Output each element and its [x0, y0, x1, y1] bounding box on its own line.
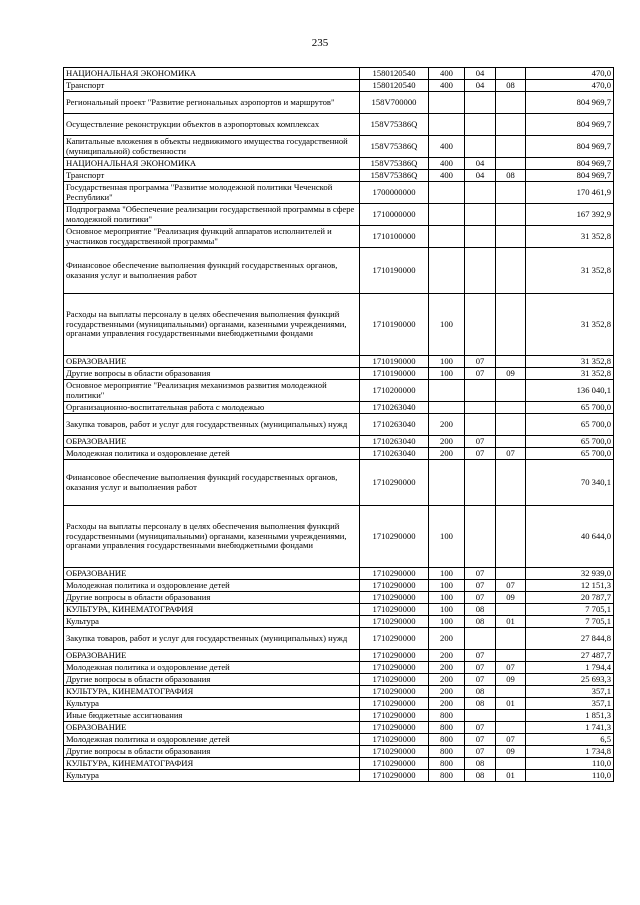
row-vr: 100	[429, 604, 465, 616]
row-code: 1580120540	[360, 80, 429, 92]
row-code: 1710263040	[360, 414, 429, 436]
table-row	[64, 734, 614, 746]
row-code: 1710190000	[360, 294, 429, 356]
table-row	[64, 770, 614, 782]
row-rz	[465, 506, 496, 568]
row-name: ОБРАЗОВАНИЕ	[64, 568, 360, 580]
row-code: 1710190000	[360, 356, 429, 368]
row-name: Организационно-воспитательная работа с молодежью	[64, 402, 360, 414]
row-rz: 07	[465, 356, 496, 368]
table-row	[64, 698, 614, 710]
row-pr: 08	[496, 170, 526, 182]
row-vr: 200	[429, 628, 465, 650]
row-vr	[429, 460, 465, 506]
row-vr: 200	[429, 436, 465, 448]
row-code: 158V700000	[360, 92, 429, 114]
row-pr: 08	[496, 80, 526, 92]
row-code: 158V75386Q	[360, 170, 429, 182]
row-pr: 01	[496, 616, 526, 628]
table-row	[64, 182, 614, 204]
row-name: Подпрограмма "Обеспечение реализации государственной программы в сфере молодежной политики"	[64, 204, 360, 226]
row-code: 1710290000	[360, 746, 429, 758]
row-rz: 07	[465, 650, 496, 662]
row-sum: 804 969,7	[526, 136, 614, 158]
row-rz: 08	[465, 686, 496, 698]
row-rz: 08	[465, 604, 496, 616]
row-pr	[496, 92, 526, 114]
row-vr: 800	[429, 770, 465, 782]
row-vr	[429, 402, 465, 414]
row-code: 1700000000	[360, 182, 429, 204]
row-vr: 800	[429, 746, 465, 758]
row-pr	[496, 722, 526, 734]
row-code: 1710290000	[360, 734, 429, 746]
row-vr: 100	[429, 616, 465, 628]
row-pr	[496, 506, 526, 568]
table-row	[64, 226, 614, 248]
row-rz	[465, 92, 496, 114]
table-row	[64, 380, 614, 402]
row-rz	[465, 204, 496, 226]
row-sum: 31 352,8	[526, 368, 614, 380]
row-vr	[429, 182, 465, 204]
row-name: Культура	[64, 616, 360, 628]
row-pr	[496, 650, 526, 662]
row-sum: 470,0	[526, 68, 614, 80]
row-sum: 357,1	[526, 698, 614, 710]
row-rz: 07	[465, 568, 496, 580]
row-pr	[496, 248, 526, 294]
row-code: 1710100000	[360, 226, 429, 248]
row-vr: 200	[429, 686, 465, 698]
row-sum: 170 461,9	[526, 182, 614, 204]
row-rz: 04	[465, 170, 496, 182]
row-vr: 100	[429, 592, 465, 604]
table-row	[64, 92, 614, 114]
row-name: ОБРАЗОВАНИЕ	[64, 650, 360, 662]
row-sum: 32 939,0	[526, 568, 614, 580]
row-sum: 1 794,4	[526, 662, 614, 674]
row-name: Региональный проект "Развитие региональных аэропортов и маршрутов"	[64, 92, 360, 114]
row-vr: 100	[429, 506, 465, 568]
row-rz	[465, 182, 496, 204]
row-sum: 804 969,7	[526, 92, 614, 114]
table-row	[64, 604, 614, 616]
row-pr	[496, 182, 526, 204]
row-code: 1710290000	[360, 686, 429, 698]
table-row	[64, 204, 614, 226]
row-vr	[429, 226, 465, 248]
row-pr: 07	[496, 448, 526, 460]
row-rz: 07	[465, 746, 496, 758]
row-vr	[429, 92, 465, 114]
row-sum: 65 700,0	[526, 402, 614, 414]
row-vr: 400	[429, 170, 465, 182]
row-sum: 110,0	[526, 770, 614, 782]
row-name: Финансовое обеспечение выполнения функций государственных органов, оказания услуг и выполнения работ	[64, 248, 360, 294]
row-sum: 12 151,3	[526, 580, 614, 592]
row-pr: 07	[496, 580, 526, 592]
row-code: 158V75386Q	[360, 158, 429, 170]
table-row	[64, 710, 614, 722]
table-row	[64, 674, 614, 686]
row-sum: 7 705,1	[526, 616, 614, 628]
table-row	[64, 80, 614, 92]
row-rz: 07	[465, 674, 496, 686]
row-rz	[465, 380, 496, 402]
row-code: 1710263040	[360, 448, 429, 460]
row-code: 1710290000	[360, 580, 429, 592]
row-sum: 27 487,7	[526, 650, 614, 662]
row-pr	[496, 204, 526, 226]
row-name: Молодежная политика и оздоровление детей	[64, 662, 360, 674]
row-rz: 07	[465, 436, 496, 448]
table-row	[64, 616, 614, 628]
row-name: Капитальные вложения в объекты недвижимого имущества государственной (муниципальной) собственности	[64, 136, 360, 158]
table-row	[64, 746, 614, 758]
row-sum: 167 392,9	[526, 204, 614, 226]
row-pr	[496, 686, 526, 698]
table-row	[64, 68, 614, 80]
table-row	[64, 356, 614, 368]
row-pr: 09	[496, 368, 526, 380]
table-row	[64, 368, 614, 380]
row-sum: 31 352,8	[526, 294, 614, 356]
row-name: Культура	[64, 698, 360, 710]
row-sum: 804 969,7	[526, 114, 614, 136]
row-code: 1710290000	[360, 628, 429, 650]
table-row	[64, 414, 614, 436]
row-name: Иные бюджетные ассигнования	[64, 710, 360, 722]
row-code: 1710000000	[360, 204, 429, 226]
row-name: НАЦИОНАЛЬНАЯ ЭКОНОМИКА	[64, 158, 360, 170]
row-name: Финансовое обеспечение выполнения функций государственных органов, оказания услуг и выполнения работ	[64, 460, 360, 506]
row-vr: 200	[429, 414, 465, 436]
row-code: 1710200000	[360, 380, 429, 402]
table-row	[64, 758, 614, 770]
table-row	[64, 460, 614, 506]
row-rz	[465, 628, 496, 650]
row-vr: 800	[429, 758, 465, 770]
row-vr	[429, 248, 465, 294]
table-row	[64, 580, 614, 592]
row-rz: 07	[465, 662, 496, 674]
table-row	[64, 114, 614, 136]
row-sum: 6,5	[526, 734, 614, 746]
row-rz: 04	[465, 80, 496, 92]
row-vr: 200	[429, 650, 465, 662]
row-code: 1710190000	[360, 368, 429, 380]
table-row	[64, 436, 614, 448]
row-name: Другие вопросы в области образования	[64, 368, 360, 380]
row-name: Закупка товаров, работ и услуг для государственных (муниципальных) нужд	[64, 414, 360, 436]
row-rz: 07	[465, 368, 496, 380]
row-rz	[465, 226, 496, 248]
row-pr	[496, 294, 526, 356]
row-name: Другие вопросы в области образования	[64, 674, 360, 686]
row-sum: 31 352,8	[526, 226, 614, 248]
row-vr: 200	[429, 674, 465, 686]
table-row	[64, 628, 614, 650]
row-vr: 100	[429, 580, 465, 592]
row-sum: 1 734,8	[526, 746, 614, 758]
row-name: ОБРАЗОВАНИЕ	[64, 436, 360, 448]
budget-table-body	[64, 68, 614, 782]
row-rz: 07	[465, 734, 496, 746]
row-rz: 08	[465, 616, 496, 628]
row-vr: 200	[429, 448, 465, 460]
row-code: 1710290000	[360, 662, 429, 674]
row-code: 158V75386Q	[360, 114, 429, 136]
row-code: 1710290000	[360, 616, 429, 628]
row-code: 1710290000	[360, 604, 429, 616]
table-row	[64, 662, 614, 674]
row-pr: 01	[496, 770, 526, 782]
row-name: Основное мероприятие "Реализация механизмов развития молодежной политики"	[64, 380, 360, 402]
row-vr: 800	[429, 722, 465, 734]
row-sum: 31 352,8	[526, 356, 614, 368]
page-number: 235	[311, 37, 329, 49]
table-row	[64, 136, 614, 158]
row-name: ОБРАЗОВАНИЕ	[64, 356, 360, 368]
row-name: Государственная программа "Развитие молодежной политики Чеченской Республики"	[64, 182, 360, 204]
row-rz: 08	[465, 698, 496, 710]
row-sum: 40 644,0	[526, 506, 614, 568]
row-sum: 1 741,3	[526, 722, 614, 734]
table-row	[64, 294, 614, 356]
row-sum: 65 700,0	[526, 436, 614, 448]
row-vr: 100	[429, 368, 465, 380]
row-sum: 1 851,3	[526, 710, 614, 722]
row-vr: 200	[429, 662, 465, 674]
row-code: 1710290000	[360, 650, 429, 662]
row-pr: 09	[496, 592, 526, 604]
row-rz	[465, 248, 496, 294]
row-rz: 08	[465, 758, 496, 770]
row-vr: 800	[429, 734, 465, 746]
row-rz	[465, 402, 496, 414]
row-vr	[429, 114, 465, 136]
row-pr	[496, 460, 526, 506]
row-sum: 804 969,7	[526, 158, 614, 170]
table-row	[64, 506, 614, 568]
row-pr: 09	[496, 674, 526, 686]
row-vr: 100	[429, 568, 465, 580]
row-sum: 136 040,1	[526, 380, 614, 402]
row-sum: 31 352,8	[526, 248, 614, 294]
row-code: 1710290000	[360, 722, 429, 734]
row-pr	[496, 114, 526, 136]
table-row	[64, 592, 614, 604]
row-name: ОБРАЗОВАНИЕ	[64, 722, 360, 734]
row-rz	[465, 710, 496, 722]
row-pr: 09	[496, 746, 526, 758]
table-row	[64, 248, 614, 294]
row-name: Молодежная политика и оздоровление детей	[64, 448, 360, 460]
table-row	[64, 686, 614, 698]
row-pr	[496, 402, 526, 414]
row-rz: 07	[465, 722, 496, 734]
row-pr: 01	[496, 698, 526, 710]
row-name: Расходы на выплаты персоналу в целях обеспечения выполнения функций государственными (муниципальными) органами, казенными учреждениями, органами управления государственными внебюджетными фондами	[64, 506, 360, 568]
row-sum: 470,0	[526, 80, 614, 92]
row-pr	[496, 136, 526, 158]
row-name: Другие вопросы в области образования	[64, 592, 360, 604]
row-code: 1710263040	[360, 436, 429, 448]
row-sum: 7 705,1	[526, 604, 614, 616]
row-code: 1710290000	[360, 568, 429, 580]
row-pr	[496, 628, 526, 650]
row-pr	[496, 356, 526, 368]
row-code: 1710290000	[360, 592, 429, 604]
table-row	[64, 448, 614, 460]
row-code: 1710190000	[360, 248, 429, 294]
row-name: Культура	[64, 770, 360, 782]
row-sum: 804 969,7	[526, 170, 614, 182]
row-code: 1710263040	[360, 402, 429, 414]
row-name: Закупка товаров, работ и услуг для государственных (муниципальных) нужд	[64, 628, 360, 650]
row-rz	[465, 460, 496, 506]
row-name: Молодежная политика и оздоровление детей	[64, 734, 360, 746]
table-row	[64, 158, 614, 170]
row-vr: 400	[429, 136, 465, 158]
row-pr	[496, 758, 526, 770]
row-pr	[496, 604, 526, 616]
row-code: 1710290000	[360, 506, 429, 568]
row-code: 158V75386Q	[360, 136, 429, 158]
row-rz: 04	[465, 68, 496, 80]
row-vr: 100	[429, 356, 465, 368]
row-rz: 07	[465, 592, 496, 604]
table-row	[64, 170, 614, 182]
row-vr: 200	[429, 698, 465, 710]
row-name: НАЦИОНАЛЬНАЯ ЭКОНОМИКА	[64, 68, 360, 80]
row-rz	[465, 114, 496, 136]
row-name: Расходы на выплаты персоналу в целях обеспечения выполнения функций государственными (муниципальными) органами, казенными учреждениями, органами управления государственными внебюджетными фондами	[64, 294, 360, 356]
row-sum: 20 787,7	[526, 592, 614, 604]
row-pr	[496, 226, 526, 248]
row-pr	[496, 380, 526, 402]
row-vr: 400	[429, 68, 465, 80]
row-sum: 110,0	[526, 758, 614, 770]
row-code: 1710290000	[360, 758, 429, 770]
row-code: 1710290000	[360, 770, 429, 782]
row-sum: 27 844,8	[526, 628, 614, 650]
row-pr	[496, 436, 526, 448]
row-name: КУЛЬТУРА, КИНЕМАТОГРАФИЯ	[64, 604, 360, 616]
row-name: КУЛЬТУРА, КИНЕМАТОГРАФИЯ	[64, 758, 360, 770]
row-code: 1710290000	[360, 710, 429, 722]
row-code: 1580120540	[360, 68, 429, 80]
row-pr	[496, 568, 526, 580]
row-sum: 70 340,1	[526, 460, 614, 506]
row-name: Другие вопросы в области образования	[64, 746, 360, 758]
row-rz: 08	[465, 770, 496, 782]
row-vr	[429, 380, 465, 402]
row-code: 1710290000	[360, 674, 429, 686]
row-rz: 04	[465, 158, 496, 170]
row-name: КУЛЬТУРА, КИНЕМАТОГРАФИЯ	[64, 686, 360, 698]
row-pr	[496, 710, 526, 722]
row-rz	[465, 294, 496, 356]
row-pr	[496, 158, 526, 170]
row-sum: 65 700,0	[526, 448, 614, 460]
row-rz: 07	[465, 448, 496, 460]
row-pr: 07	[496, 734, 526, 746]
row-pr: 07	[496, 662, 526, 674]
row-code: 1710290000	[360, 460, 429, 506]
row-name: Осуществление реконструкции объектов в аэропортовых комплексах	[64, 114, 360, 136]
row-rz	[465, 414, 496, 436]
row-name: Транспорт	[64, 170, 360, 182]
table-row	[64, 650, 614, 662]
row-rz	[465, 136, 496, 158]
row-sum: 65 700,0	[526, 414, 614, 436]
row-sum: 25 693,3	[526, 674, 614, 686]
row-name: Основное мероприятие "Реализация функций аппаратов исполнителей и участников государственной программы"	[64, 226, 360, 248]
row-vr: 100	[429, 294, 465, 356]
row-sum: 357,1	[526, 686, 614, 698]
row-vr: 400	[429, 158, 465, 170]
budget-table	[63, 67, 614, 782]
row-name: Молодежная политика и оздоровление детей	[64, 580, 360, 592]
row-vr	[429, 204, 465, 226]
row-code: 1710290000	[360, 698, 429, 710]
row-pr	[496, 414, 526, 436]
row-vr: 400	[429, 80, 465, 92]
table-row	[64, 402, 614, 414]
row-name: Транспорт	[64, 80, 360, 92]
row-rz: 07	[465, 580, 496, 592]
row-pr	[496, 68, 526, 80]
row-vr: 800	[429, 710, 465, 722]
table-row	[64, 722, 614, 734]
table-row	[64, 568, 614, 580]
